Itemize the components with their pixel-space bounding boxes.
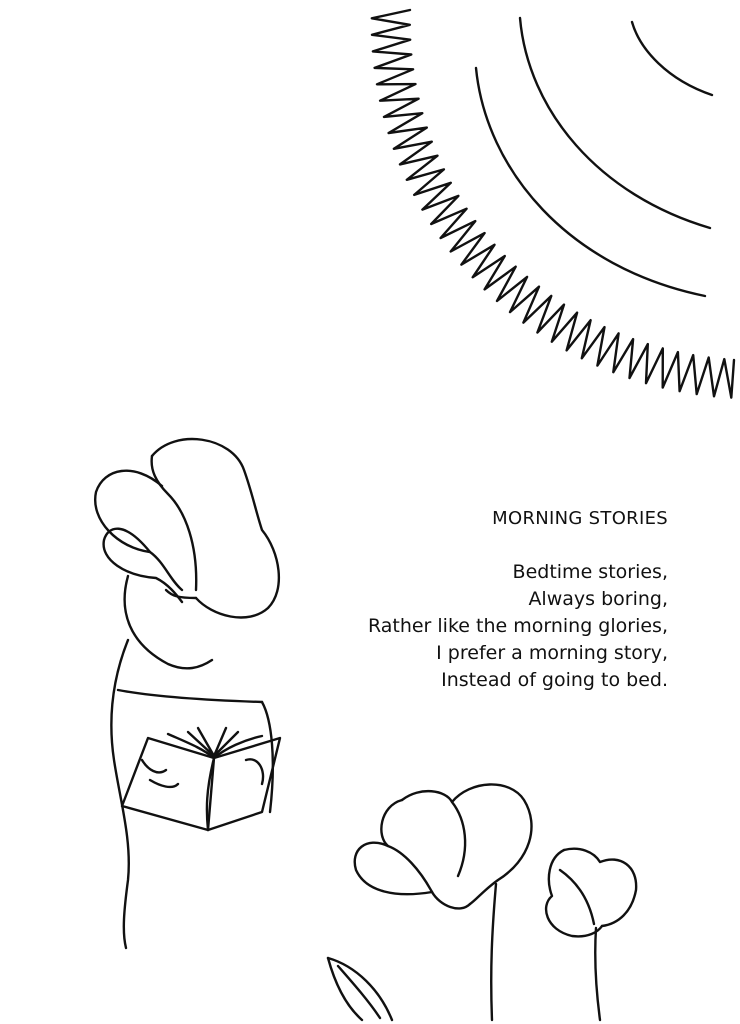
poem-title: MORNING STORIES — [492, 508, 668, 529]
poem-line: Instead of going to bed. — [441, 669, 668, 691]
poem-line: Rather like the morning glories, — [367, 615, 668, 637]
poem-line: Bedtime stories, — [512, 561, 668, 583]
poem-line: Always boring, — [528, 588, 668, 610]
open-book-icon — [122, 728, 280, 830]
sun-icon — [372, 10, 734, 398]
flower-person-reading-icon — [95, 439, 279, 948]
poem-line: I prefer a morning story, — [436, 642, 668, 664]
morning-glory-flowers-icon — [355, 784, 636, 1020]
poem — [368, 508, 668, 694]
leaf-icon — [328, 958, 392, 1020]
